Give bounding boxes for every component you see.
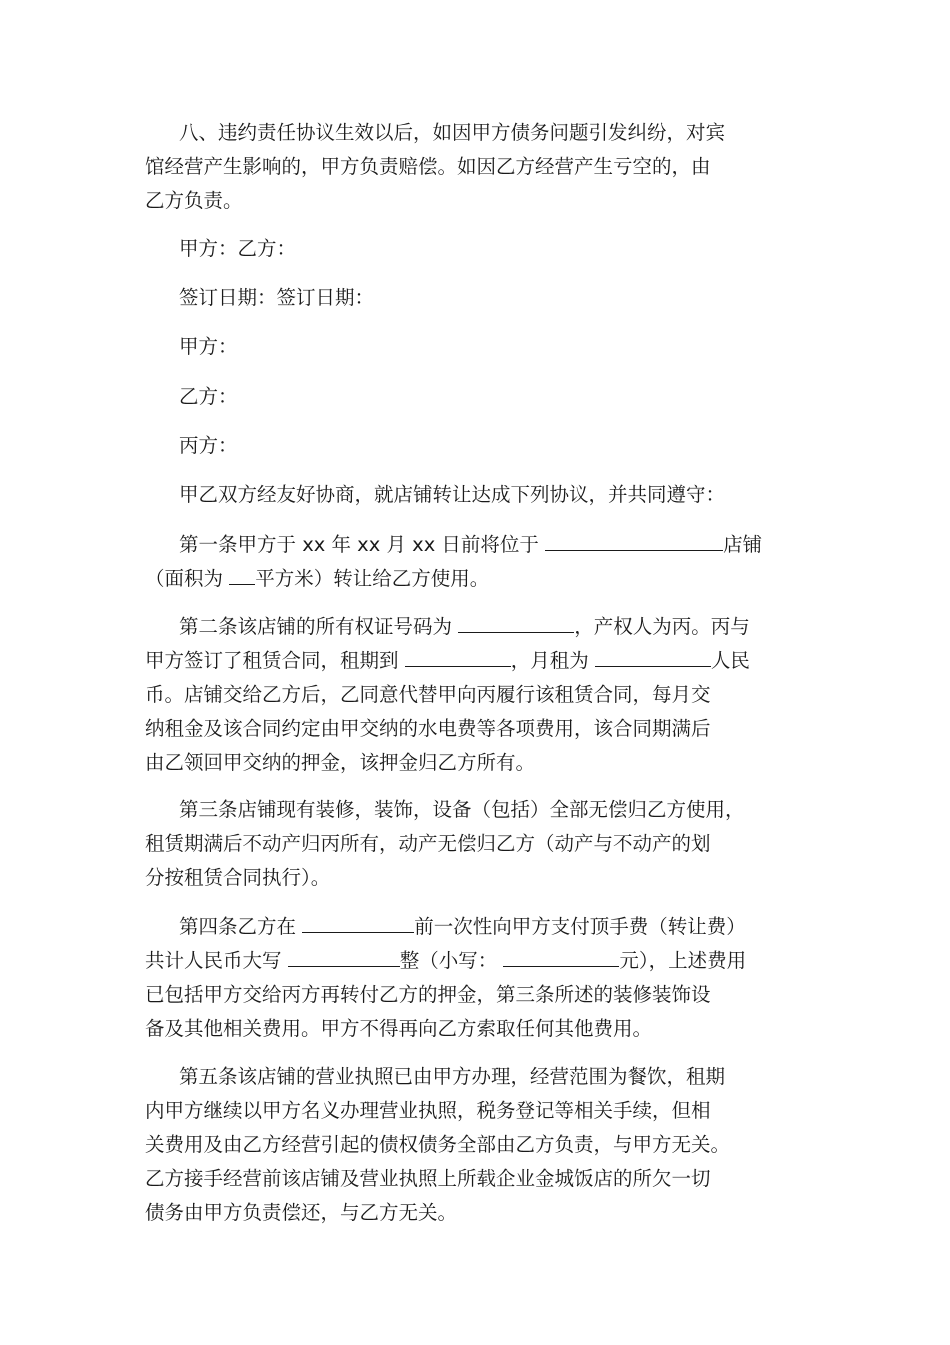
article-2-paragraph — [145, 610, 805, 780]
article-2-text: 甲方签订了租赁合同，租期到 — [145, 649, 405, 672]
certificate-number-blank — [458, 610, 574, 633]
amount-figures-blank — [503, 944, 619, 967]
party-a-label: 甲方： — [179, 335, 238, 358]
text-line: 由乙领回甲交纳的押金，该押金归乙方所有。 — [145, 751, 536, 774]
text-line — [145, 910, 805, 944]
article-4-text: 整（小写： — [399, 949, 504, 972]
article-2-text: ，产权人为丙。丙与 — [574, 615, 750, 638]
text-line: 乙方负责。 — [145, 189, 243, 212]
text-line: 八、违约责任协议生效以后，如因甲方债务问题引发纠纷，对宾 — [179, 121, 726, 144]
article-1-text: 平方米）转让给乙方使用。 — [255, 567, 490, 590]
text-line — [145, 562, 805, 596]
text-line: 币。店铺交给乙方后，乙同意代替甲向丙履行该租赁合同，每月交 — [145, 683, 711, 706]
article-1-text: 店铺 — [723, 533, 763, 556]
text-line — [145, 944, 805, 978]
text-line: 分按租赁合同执行）。 — [145, 866, 331, 889]
article-8-paragraph — [145, 116, 805, 218]
article-4-text: 共计人民币大写 — [145, 949, 288, 972]
text-line: 已包括甲方交给丙方再转付乙方的押金，第三条所述的装修装饰设 — [145, 983, 711, 1006]
text-line: 馆经营产生影响的，甲方负责赔偿。如因乙方经营产生亏空的，由 — [145, 155, 711, 178]
text-line: 纳租金及该合同约定由甲交纳的水电费等各项费用，该合同期满后 — [145, 717, 711, 740]
monthly-rent-blank — [595, 644, 711, 667]
sign-parties-line: 甲方：乙方： — [179, 237, 297, 260]
intro-line: 甲乙双方经友好协商，就店铺转让达成下列协议，并共同遵守： — [179, 483, 726, 506]
article-2-text: ，月租为 — [510, 649, 595, 672]
text-line: 备及其他相关费用。甲方不得再向乙方索取任何其他费用。 — [145, 1017, 653, 1040]
text-line — [145, 528, 805, 562]
text-line: 租赁期满后不动产归丙所有，动产无偿归乙方（动产与不动产的划 — [145, 832, 711, 855]
text-line: 第五条该店铺的营业执照已由甲方办理，经营范围为餐饮，租期 — [179, 1065, 726, 1088]
location-blank — [545, 528, 723, 551]
article-5-paragraph — [145, 1060, 805, 1230]
payment-date-blank — [302, 910, 414, 933]
text-line: 第三条店铺现有装修，装饰，设备（包括）全部无偿归乙方使用， — [179, 798, 745, 821]
article-4-text: 前一次性向甲方支付顶手费（转让费） — [414, 915, 746, 938]
text-line — [145, 644, 805, 678]
party-c-label: 丙方： — [179, 434, 238, 457]
text-line: 关费用及由乙方经营引起的债权债务全部由乙方负责，与甲方无关。 — [145, 1133, 731, 1156]
article-4-text: 元），上述费用 — [619, 949, 747, 972]
text-line — [145, 610, 805, 644]
amount-words-blank — [288, 944, 400, 967]
text-line: 乙方接手经营前该店铺及营业执照上所载企业金城饭店的所欠一切 — [145, 1167, 711, 1190]
party-b-label: 乙方： — [179, 385, 238, 408]
lease-end-blank — [405, 644, 511, 667]
sign-dates-line: 签订日期：签订日期： — [179, 286, 375, 309]
article-4-text: 第四条乙方在 — [179, 915, 303, 938]
text-line: 债务由甲方负责偿还，与乙方无关。 — [145, 1201, 458, 1224]
article-3-paragraph — [145, 793, 805, 895]
article-1-text: （面积为 — [145, 567, 230, 590]
article-1-text: 第一条甲方于 xx 年 xx 月 xx 日前将位于 — [179, 533, 546, 556]
article-1-paragraph — [145, 528, 805, 596]
text-line: 内甲方继续以甲方名义办理营业执照，税务登记等相关手续，但相 — [145, 1099, 711, 1122]
area-blank — [229, 562, 255, 585]
article-4-paragraph — [145, 910, 805, 1046]
article-2-text: 第二条该店铺的所有权证号码为 — [179, 615, 459, 638]
article-2-text: 人民 — [710, 649, 750, 672]
